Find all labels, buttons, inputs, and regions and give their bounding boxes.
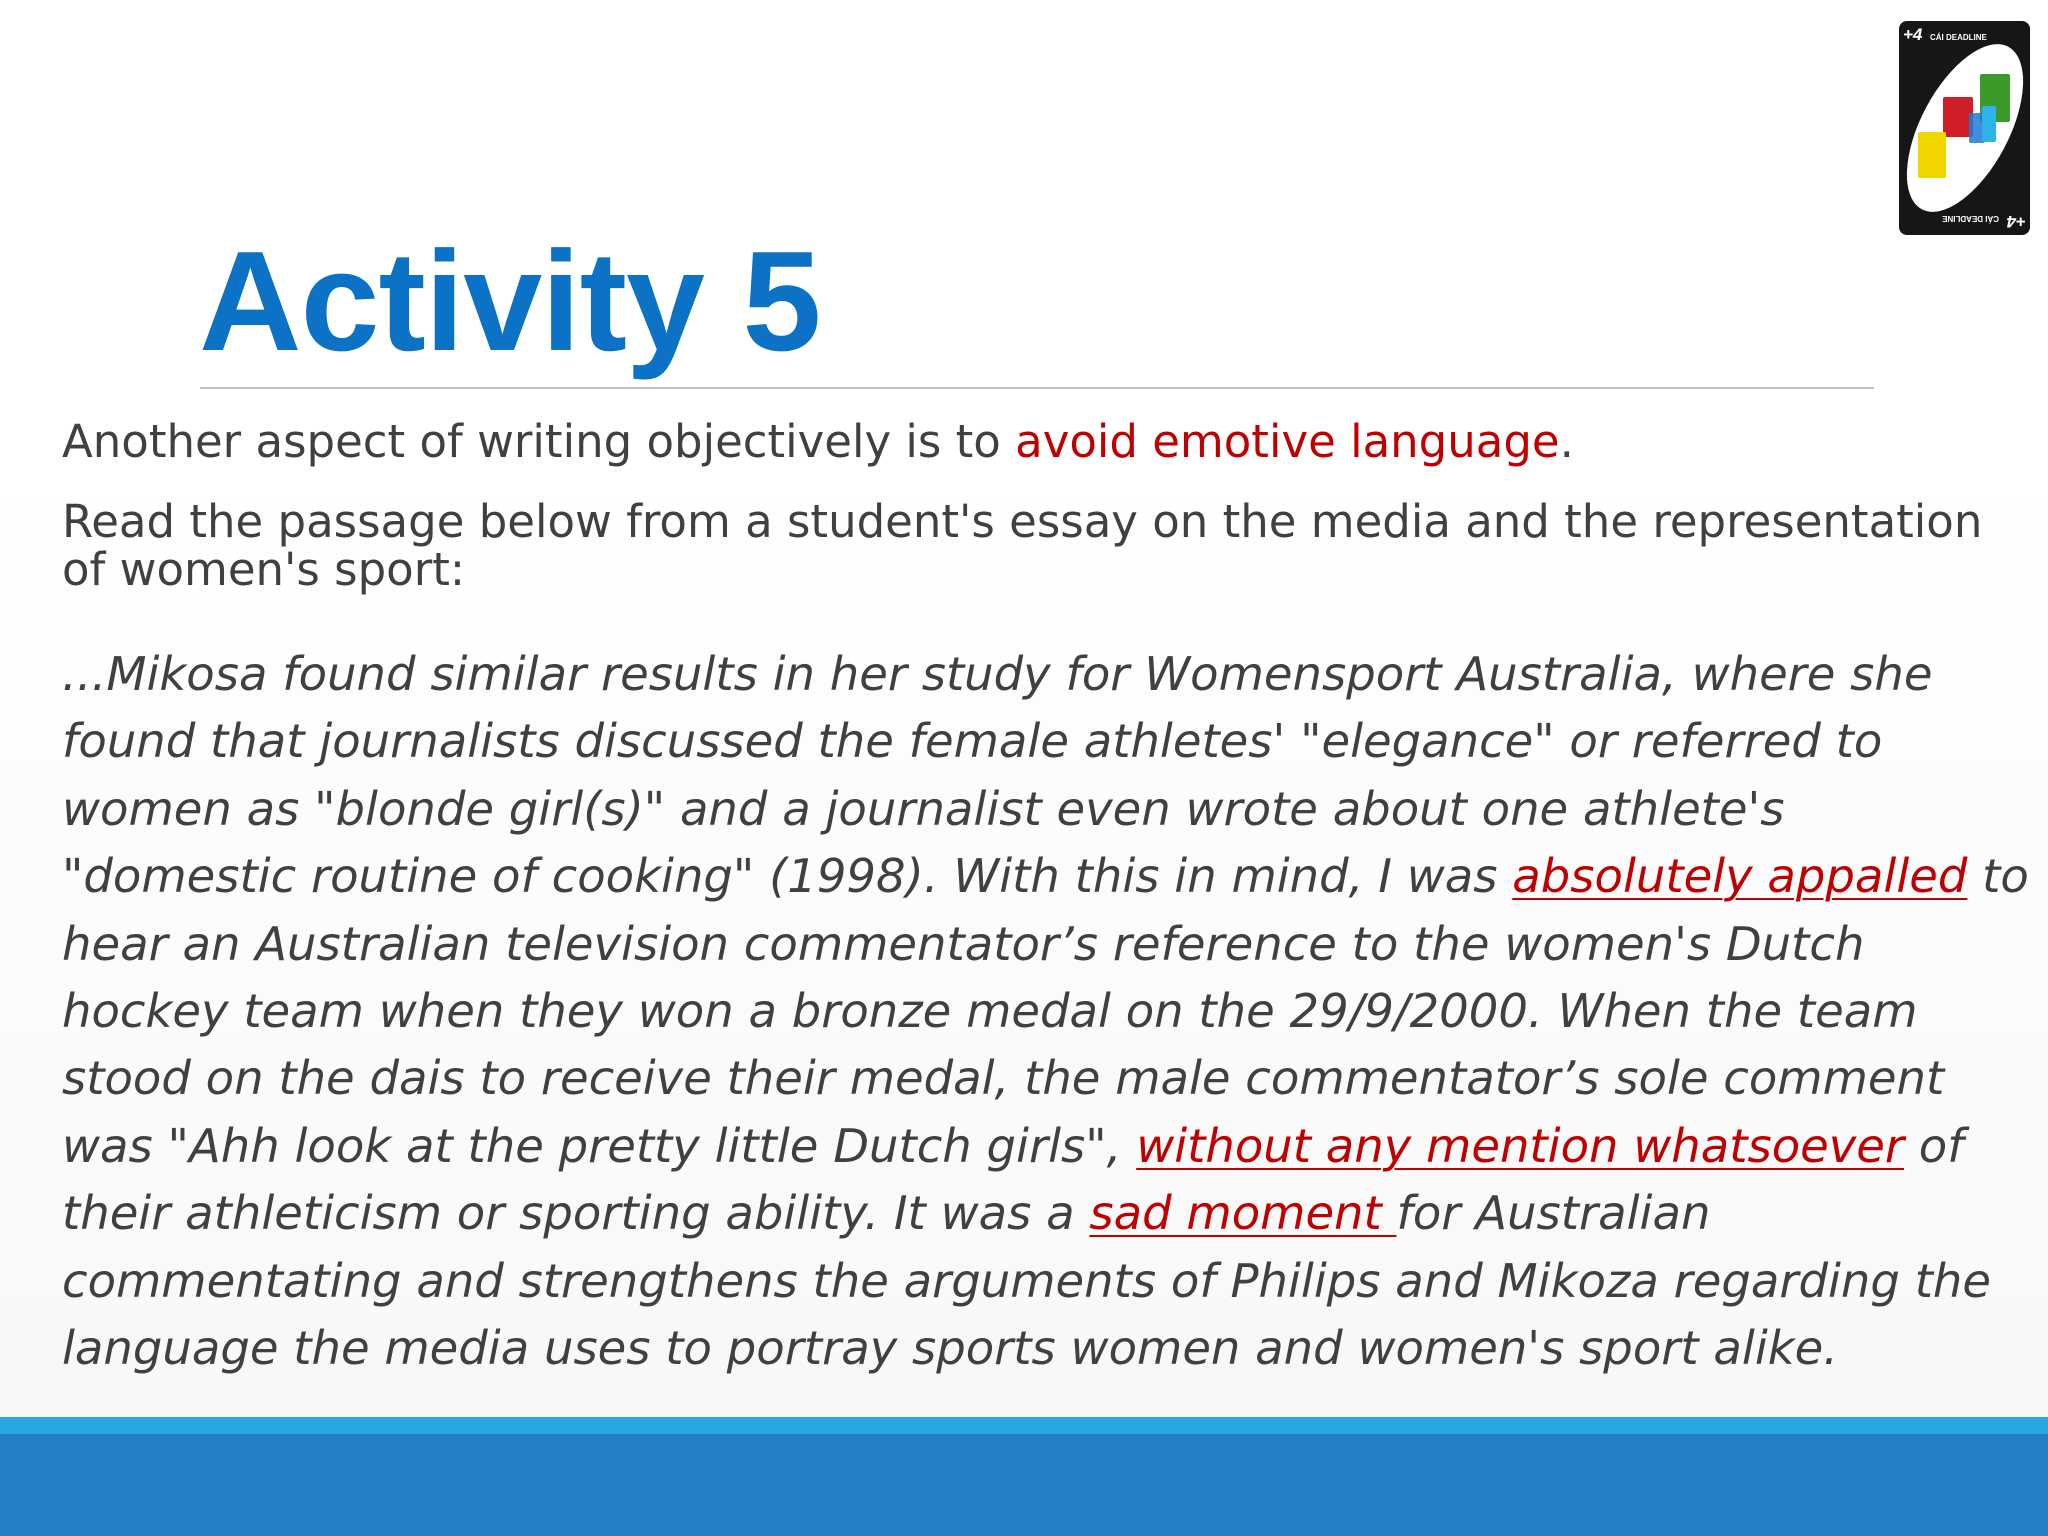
passage-segment: of their athleticism or sporting ability. It was a — [62, 1118, 1964, 1241]
passage-segment: for Australian commentating and strengthens the arguments of Philips and Mikoza regarding the language the media uses to portray sports women and women's sport alike. — [62, 1186, 1992, 1376]
emotive-phrase-without-any-mention: without any mention whatsoever — [1136, 1118, 1905, 1173]
intro-text: Another aspect of writing objectively is to — [62, 415, 1016, 468]
passage-segment: to hear an Australian television commentator’s reference to the women's Dutch hockey team when they won a bronze medal on the 29/9/2000. When the team stood on the dais to receive their medal, the male commentator’s sole comment was "Ahh look at the pretty little Dutch girls", — [62, 849, 2029, 1173]
slide-title: Activity 5 — [199, 222, 821, 381]
instruction-paragraph: Read the passage below from a student's essay on the media and the representation of women's sport: — [62, 495, 1983, 596]
emotive-phrase-absolutely-appalled: absolutely appalled — [1512, 849, 1968, 904]
emotive-phrase-sad-moment: sad moment — [1089, 1186, 1397, 1241]
card-bottom-caption: CÁI DEADLINE — [1942, 214, 1999, 223]
footer-band-dark — [0, 1434, 2048, 1536]
intro-paragraph — [62, 410, 2022, 474]
passage-segment: ...Mikosa found similar results in her study for Womensport Australia, where she found that journalists discussed the female athletes' "elegance" or referred to women as "blonde girl(s)" and a journalist even wrote about one athlete's "domestic routine of cooking" (1998). With this in mind, I was — [62, 647, 1933, 904]
title-divider — [200, 387, 1874, 389]
footer-band-light — [0, 1417, 2048, 1434]
card-top-caption: CÁI DEADLINE — [1930, 33, 1987, 42]
intro-highlight: avoid emotive language — [1015, 415, 1560, 468]
intro-end: . — [1559, 415, 1574, 468]
uno-plus-four-card-icon — [1899, 21, 2030, 235]
card-top-value: +4 — [1903, 25, 1923, 44]
essay-passage — [62, 641, 2032, 1382]
card-bottom-value: +4 — [2006, 212, 2026, 231]
